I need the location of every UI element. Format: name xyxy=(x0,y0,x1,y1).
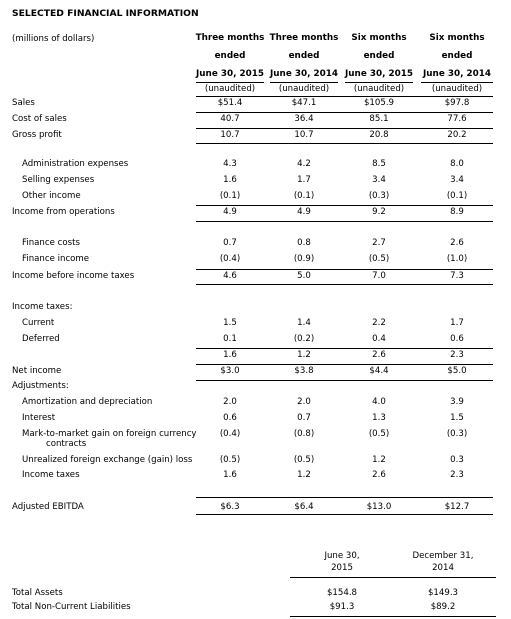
row-label: Adjusted EBITDA xyxy=(12,502,84,512)
row-value: (0.8) xyxy=(293,429,315,439)
balance-row-value: $91.3 xyxy=(329,602,355,612)
balance-header-rule xyxy=(290,577,496,578)
table-rule xyxy=(196,497,493,498)
row-label: Cost of sales xyxy=(12,114,67,124)
column-header-4 xyxy=(420,29,494,83)
table-rule xyxy=(196,284,493,285)
balance-row-label: Total Non-Current Liabilities xyxy=(12,602,131,612)
row-label: Finance costs xyxy=(22,238,80,248)
row-value: 2.3 xyxy=(450,350,464,360)
table-rule xyxy=(196,514,493,515)
row-value: 7.0 xyxy=(372,271,386,281)
row-label: Unrealized foreign exchange (gain) loss xyxy=(22,455,193,465)
table-rule xyxy=(196,205,493,206)
table-rule xyxy=(196,364,493,365)
row-value: 2.2 xyxy=(372,318,386,328)
row-label: Adjustments: xyxy=(12,381,69,391)
row-value: $97.8 xyxy=(444,98,470,108)
row-value: $47.1 xyxy=(291,98,317,108)
column-header-2-line1: Three months xyxy=(269,33,339,43)
row-value: 1.5 xyxy=(223,318,237,328)
balance-header-1-line1: June 30, xyxy=(324,551,360,561)
balance-row-value: $154.8 xyxy=(326,588,358,598)
row-value: (0.1) xyxy=(446,191,468,201)
row-value: 85.1 xyxy=(369,114,389,124)
row-label: Net income xyxy=(12,366,62,376)
row-value: (0.3) xyxy=(446,429,468,439)
table-rule xyxy=(196,269,493,270)
row-value: $3.0 xyxy=(220,366,240,376)
column-header-3-line2: ended xyxy=(363,51,395,61)
row-value: (0.5) xyxy=(219,455,241,465)
balance-row-value: $89.2 xyxy=(430,602,456,612)
row-label: Sales xyxy=(12,98,35,108)
row-value: 0.3 xyxy=(450,455,464,465)
row-value: 9.2 xyxy=(372,207,386,217)
unaudited-rule xyxy=(196,96,493,97)
row-value: $105.9 xyxy=(363,98,395,108)
header-rule-3 xyxy=(345,82,413,83)
column-header-1-line2: ended xyxy=(214,51,246,61)
column-header-4-line2: ended xyxy=(441,51,473,61)
row-value: 8.9 xyxy=(450,207,464,217)
row-value: (0.5) xyxy=(293,455,315,465)
balance-row-label: Total Assets xyxy=(12,588,63,598)
row-value: 0.8 xyxy=(297,238,311,248)
row-value: 1.7 xyxy=(450,318,464,328)
column-header-1-line3: June 30, 2015 xyxy=(196,69,264,79)
row-label: Other income xyxy=(22,191,81,201)
row-value: 2.6 xyxy=(450,238,464,248)
row-value: 1.3 xyxy=(372,413,386,423)
row-value: 4.6 xyxy=(223,271,237,281)
row-value: 2.0 xyxy=(223,397,237,407)
unaudited-note-1: (unaudited) xyxy=(204,84,256,94)
row-value: 3.9 xyxy=(450,397,464,407)
row-value: 8.0 xyxy=(450,159,464,169)
row-value: 8.5 xyxy=(372,159,386,169)
row-value: (0.4) xyxy=(219,254,241,264)
row-label: Administration expenses xyxy=(22,159,129,169)
column-header-3 xyxy=(344,29,414,83)
balance-row-value: $149.3 xyxy=(427,588,459,598)
row-label: Mark-to-market gain on foreign currency xyxy=(22,429,197,439)
row-value: (0.5) xyxy=(368,429,390,439)
row-value: $6.4 xyxy=(294,502,314,512)
row-label: Deferred xyxy=(22,334,60,344)
row-value: 3.4 xyxy=(372,175,386,185)
table-rule xyxy=(196,112,493,113)
row-label: Income before income taxes xyxy=(12,271,135,281)
row-value: $12.7 xyxy=(444,502,470,512)
row-value: 2.7 xyxy=(372,238,386,248)
column-header-3-line3: June 30, 2015 xyxy=(345,69,413,79)
row-value: $13.0 xyxy=(366,502,392,512)
row-value: 1.5 xyxy=(450,413,464,423)
row-value: (0.1) xyxy=(293,191,315,201)
row-value: (0.4) xyxy=(219,429,241,439)
row-value: 3.4 xyxy=(450,175,464,185)
column-header-2-line2: ended xyxy=(288,51,320,61)
row-value: 1.2 xyxy=(372,455,386,465)
balance-header-2-line1: December 31, xyxy=(412,551,474,561)
row-value: 0.7 xyxy=(297,413,311,423)
header-rule-2 xyxy=(270,82,338,83)
row-value: (0.1) xyxy=(219,191,241,201)
row-label: Income from operations xyxy=(12,207,115,217)
balance-header-2 xyxy=(405,550,481,574)
row-value: 1.7 xyxy=(297,175,311,185)
row-value: 20.8 xyxy=(369,130,389,140)
header-rule-1 xyxy=(196,82,264,83)
row-value: 2.3 xyxy=(450,470,464,480)
row-value: 10.7 xyxy=(294,130,314,140)
row-label-continuation: contracts xyxy=(46,439,87,449)
table-rule xyxy=(196,128,493,129)
row-label: Amortization and depreciation xyxy=(22,397,153,407)
row-label: Interest xyxy=(22,413,56,423)
row-value: 4.9 xyxy=(297,207,311,217)
row-value: 1.2 xyxy=(297,350,311,360)
header-rule-4 xyxy=(421,82,493,83)
balance-header-1 xyxy=(310,550,374,574)
row-value: 2.6 xyxy=(372,470,386,480)
column-header-2-line3: June 30, 2014 xyxy=(270,69,338,79)
row-value: 10.7 xyxy=(220,130,240,140)
column-header-3-line1: Six months xyxy=(351,33,407,43)
row-value: 4.3 xyxy=(223,159,237,169)
balance-bottom-rule xyxy=(290,616,496,617)
row-value: 77.6 xyxy=(447,114,467,124)
column-header-1 xyxy=(195,29,265,83)
row-value: $3.8 xyxy=(294,366,314,376)
row-label: Gross profit xyxy=(12,130,62,140)
row-label: Income taxes: xyxy=(12,302,73,312)
table-rule xyxy=(196,380,493,381)
row-value: 20.2 xyxy=(447,130,467,140)
table-rule xyxy=(196,143,493,144)
unaudited-note-4: (unaudited) xyxy=(431,84,483,94)
row-value: 0.7 xyxy=(223,238,237,248)
row-value: 4.2 xyxy=(297,159,311,169)
row-value: 1.6 xyxy=(223,470,237,480)
row-value: (0.2) xyxy=(293,334,315,344)
row-value: 5.0 xyxy=(297,271,311,281)
row-value: 0.6 xyxy=(223,413,237,423)
row-value: (0.3) xyxy=(368,191,390,201)
row-label: Current xyxy=(22,318,55,328)
row-value: 4.9 xyxy=(223,207,237,217)
row-value: 1.6 xyxy=(223,350,237,360)
row-value: 1.6 xyxy=(223,175,237,185)
row-value: $5.0 xyxy=(447,366,467,376)
row-label: Income taxes xyxy=(22,470,80,480)
row-value: 0.6 xyxy=(450,334,464,344)
row-value: 0.4 xyxy=(372,334,386,344)
column-header-4-line1: Six months xyxy=(429,33,485,43)
row-value: 2.6 xyxy=(372,350,386,360)
row-label: Selling expenses xyxy=(22,175,95,185)
row-value: $6.3 xyxy=(220,502,240,512)
row-value: $51.4 xyxy=(217,98,243,108)
column-header-4-line3: June 30, 2014 xyxy=(423,69,491,79)
row-value: 2.0 xyxy=(297,397,311,407)
unaudited-note-2: (unaudited) xyxy=(278,84,330,94)
balance-header-2-line2: 2014 xyxy=(432,563,454,573)
column-header-1-line1: Three months xyxy=(195,33,265,43)
page-title: SELECTED FINANCIAL INFORMATION xyxy=(12,8,199,19)
balance-header-1-line2: 2015 xyxy=(331,563,353,573)
units-label: (millions of dollars) xyxy=(12,34,95,44)
row-value: 40.7 xyxy=(220,114,240,124)
row-value: (0.5) xyxy=(368,254,390,264)
row-value: (0.9) xyxy=(293,254,315,264)
row-value: 1.2 xyxy=(297,470,311,480)
row-value: 7.3 xyxy=(450,271,464,281)
row-value: 1.4 xyxy=(297,318,311,328)
row-value: 36.4 xyxy=(294,114,314,124)
row-value: 4.0 xyxy=(372,397,386,407)
table-rule xyxy=(196,221,493,222)
table-rule xyxy=(196,348,493,349)
row-value: $4.4 xyxy=(369,366,389,376)
column-header-2 xyxy=(269,29,339,83)
row-label: Finance income xyxy=(22,254,90,264)
unaudited-note-3: (unaudited) xyxy=(353,84,405,94)
row-value: 0.1 xyxy=(223,334,237,344)
row-value: (1.0) xyxy=(446,254,468,264)
